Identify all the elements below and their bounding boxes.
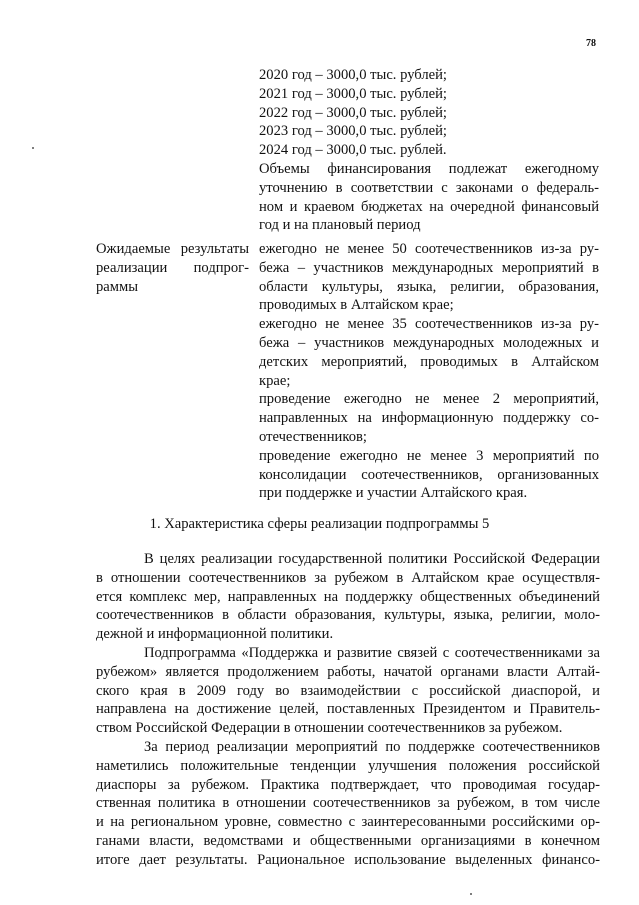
results-line: направленных на информационную поддержку со- [259, 410, 599, 427]
body-line: ского края в 2009 году во взаимодействии с российской диаспорой, и [96, 682, 600, 699]
financing-year-line: 2023 год – 3000,0 тыс. рублей; [259, 123, 447, 140]
financing-year-line: 2022 год – 3000,0 тыс. рублей; [259, 104, 447, 121]
body-line: рубежом» является продолжением работы, начатой органами власти Алтай- [96, 663, 600, 680]
results-line: проведение ежегодно не менее 2 мероприятий, [259, 391, 599, 408]
financing-note-line: Объемы финансирования подлежат ежегодному [259, 160, 599, 177]
body-line: ется комплекс мер, направленных на поддержку общественных объединений [96, 588, 600, 605]
results-line: отечественников; [259, 428, 367, 445]
financing-note-line: год и на плановый период [259, 217, 421, 234]
financing-note-line: ном и краевом бюджетах на очередной финансовый [259, 198, 599, 215]
results-line: ежегодно не менее 35 соотечественников из-за ру- [259, 316, 599, 333]
financing-year-line: 2024 год – 3000,0 тыс. рублей. [259, 142, 447, 159]
body-line: В целях реализации государственной политики Российской Федерации [144, 551, 600, 567]
financing-year-line: 2020 год – 3000,0 тыс. рублей; [259, 67, 447, 83]
page-number: 78 [586, 38, 596, 49]
scan-speck [470, 893, 472, 895]
results-line: крае; [259, 372, 291, 389]
results-line: при поддержке и участии Алтайского края. [259, 485, 528, 502]
body-line: ственная политика в отношении соотечественников за рубежом, в том числе [96, 795, 600, 812]
body-line: дежной и информационной политики. [96, 626, 334, 643]
body-line: соотечественников в области образования, культуры, языка, религии, моло- [96, 607, 600, 624]
financing-block [259, 66, 599, 235]
results-line: проводимых в Алтайском крае; [259, 297, 454, 314]
results-label-line: раммы [96, 278, 139, 295]
body-line: За период реализации мероприятий по поддержке соотечественников [144, 738, 600, 755]
body-line: ганами власти, ведомствами и общественными организациями в конечном [96, 832, 600, 849]
body-line: наметились положительные тенденции улучшения положения российской [96, 757, 600, 774]
body-line: ством Российской Федерации в отношении соотечественников за рубежом. [96, 720, 563, 737]
results-line: ежегодно не менее 50 соотечественников из-за ру- [259, 241, 599, 257]
body-line: Подпрограмма «Поддержка и развитие связей с соотечественниками за [144, 644, 600, 661]
results-line: бежа – участников международных мероприятий в [259, 259, 599, 276]
results-line: области культуры, языка, религии, образования, [259, 278, 599, 295]
financing-year-line: 2021 год – 3000,0 тыс. рублей; [259, 85, 447, 102]
financing-note-line: уточнению в соответствии с законами о федераль- [259, 179, 599, 196]
body-line: в отношении соотечественников за рубежом в Алтайском крае осуществля- [96, 569, 600, 586]
body-text [96, 550, 600, 870]
section-heading: 1. Характеристика сферы реализации подпрограммы 5 [149, 516, 490, 532]
results-line: проведение ежегодно не менее 3 мероприятий по [259, 447, 599, 464]
results-line: детских мероприятий, проводимых в Алтайском [259, 353, 599, 370]
body-line: итоге дает результаты. Рациональное использование выделенных финансо- [96, 851, 600, 868]
results-label-line: реализации подпрог- [96, 259, 249, 276]
body-line: направлена на достижение целей, поставленных Президентом и Правитель- [96, 701, 600, 718]
results-label-line: Ожидаемые результаты [96, 241, 249, 257]
results-label [96, 240, 249, 296]
scan-speck [32, 147, 34, 149]
body-line: диаспоры за рубежом. Практика подтверждает, что проводимая государ- [96, 776, 600, 793]
results-text [259, 240, 599, 503]
results-line: бежа – участников международных молодежных и [259, 334, 599, 351]
body-line: и на региональном уровне, совместно с заинтересованными российскими ор- [96, 814, 600, 831]
results-line: консолидации соотечественников, организованных [259, 466, 599, 483]
